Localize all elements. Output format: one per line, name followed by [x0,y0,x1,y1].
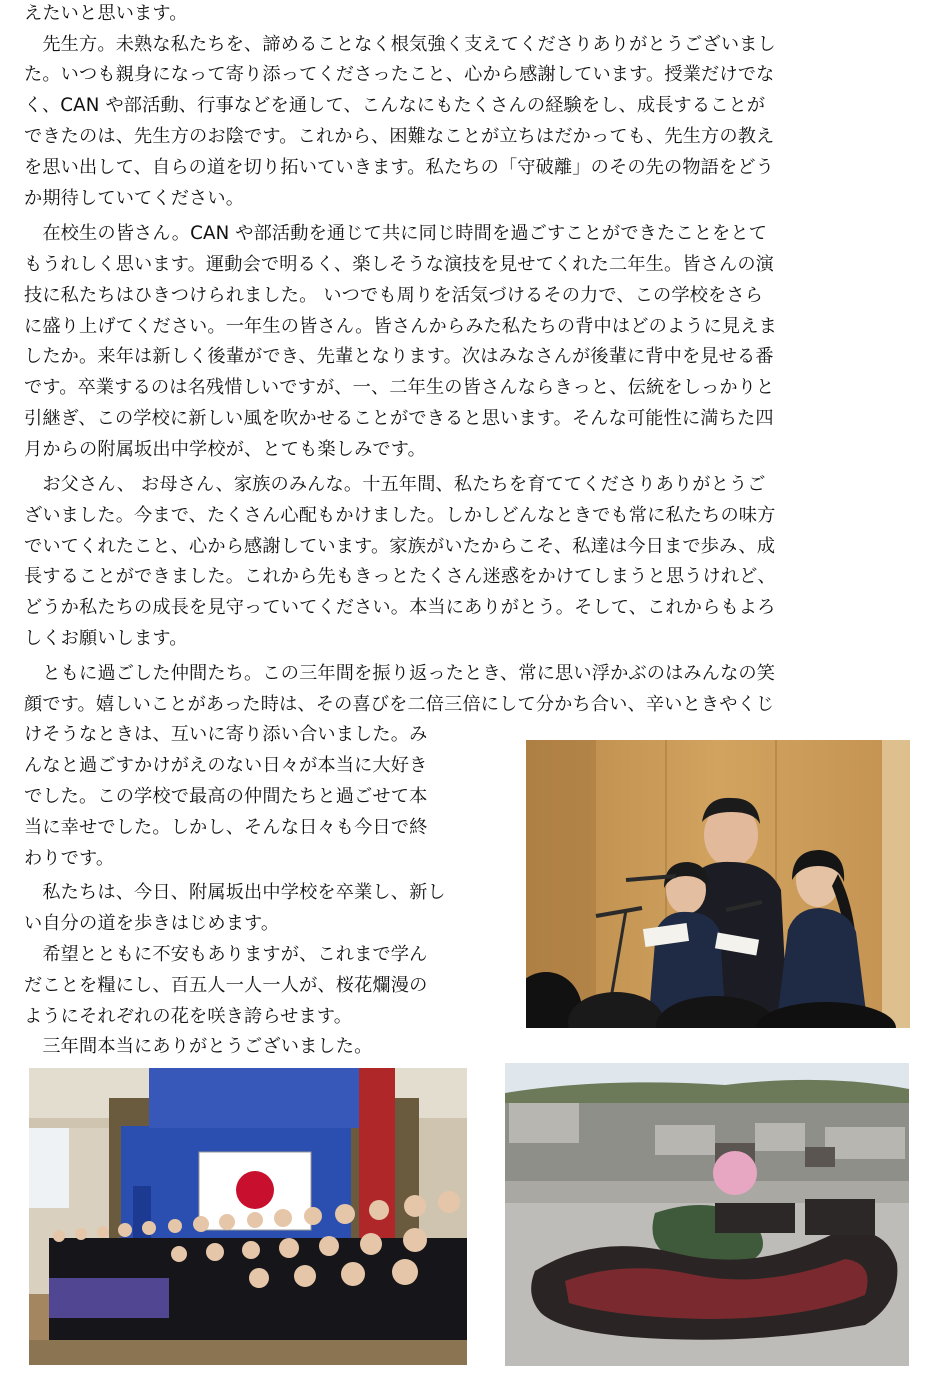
article-line: 希望とともに不安もありますが、これまで学ん [24,944,428,965]
article-line: 当に幸せでした。しかし、そんな日々も今日で終 [24,817,428,838]
article-line: したか。来年は新しく後輩ができ、先輩となります。次はみなさんが後輩に背中を見せる番 [24,346,774,367]
article-line: 技に私たちはひきつけられました。 いつでも周りを活気づけるその力で、この学校をさら [24,285,764,306]
article-line: どうか私たちの成長を見守っていてください。本当にありがとう。そして、これからもよろ [24,597,776,618]
article-line: 顔です。嬉しいことがあった時は、その喜びを二倍三倍にして分かち合い、辛いときやくじ [24,694,775,715]
article-line: ともに過ごした仲間たち。この三年間を振り返ったとき、常に思い浮かぶのはみんなの笑 [24,663,776,684]
article-line: 長することができました。これから先もきっとたくさん迷惑をかけてしまうと思うけれど、 [24,566,776,587]
article-line: く、CAN や部活動、行事などを通して、こんなにもたくさんの経験をし、成長することが [24,95,766,116]
article-line: ようにそれぞれの花を咲き誇らせます。 [24,1006,353,1027]
article-line: 三年間本当にありがとうございました。 [24,1036,373,1057]
article-line: えたいと思います。 [24,3,188,24]
photo-aerial-group-icon [505,1063,909,1366]
article-line: か期待していてください。 [24,188,245,209]
article-line: できたのは、先生方のお陰です。これから、困難なことが立ちはだかっても、先生方の教え [24,126,775,147]
article-line: い自分の道を歩きはじめます。 [24,913,280,934]
photo-graduates-on-stage-icon [29,1068,467,1365]
article-line: に盛り上げてください。一年生の皆さん。皆さんからみた私たちの背中はどのように見えま [24,316,777,337]
article-line: ざいました。今まで、たくさん心配もかけました。しかしどんなときでも常に私たちの味方 [24,505,776,526]
article-line: を思い出して、自らの道を切り拓いていきます。私たちの「守破離」のその先の物語をどう [24,157,775,178]
article-line: 在校生の皆さん。CAN や部活動を通じて共に同じ時間を過ごすことができたことをとて [24,223,768,244]
article-line: 先生方。未熟な私たちを、諦めることなく根気強く支えてくださりありがとうございまし [24,34,776,55]
article-line: 月からの附属坂出中学校が、とても楽しみです。 [24,439,426,460]
article-line: です。卒業するのは名残惜しいですが、一、二年生の皆さんならきっと、伝統をしっかりと [24,377,775,398]
article-line: わりです。 [24,848,115,869]
article-line: た。いつも親身になって寄り添ってくださったこと、心から感謝しています。授業だけでな [24,64,775,85]
article-line: んなと過ごすかけがえのない日々が本当に大好き [24,755,428,776]
article-line: しくお願いします。 [24,628,188,649]
article-line: もうれしく思います。運動会で明るく、楽しそうな演技を見せてくれた二年生。皆さんの演 [24,254,775,275]
photo-students-speaking-icon [526,740,910,1028]
article-line: けそうなときは、互いに寄り添い合いました。み [24,724,428,745]
article-line: でした。この学校で最高の仲間たちと過ごせて本 [24,786,428,807]
article-line: お父さん、 お母さん、家族のみんな。十五年間、私たちを育ててくださりありがとうご [24,474,766,495]
article-line: でいてくれたこと、心から感謝しています。家族がいたからこそ、私達は今日まで歩み、成 [24,536,776,557]
article-line: 私たちは、今日、附属坂出中学校を卒業し、新し [24,882,446,903]
article-line: だことを糧にし、百五人一人一人が、桜花爛漫の [24,975,428,996]
article-line: 引継ぎ、この学校に新しい風を吹かせることができると思います。そんな可能性に満ちた四 [24,408,774,429]
